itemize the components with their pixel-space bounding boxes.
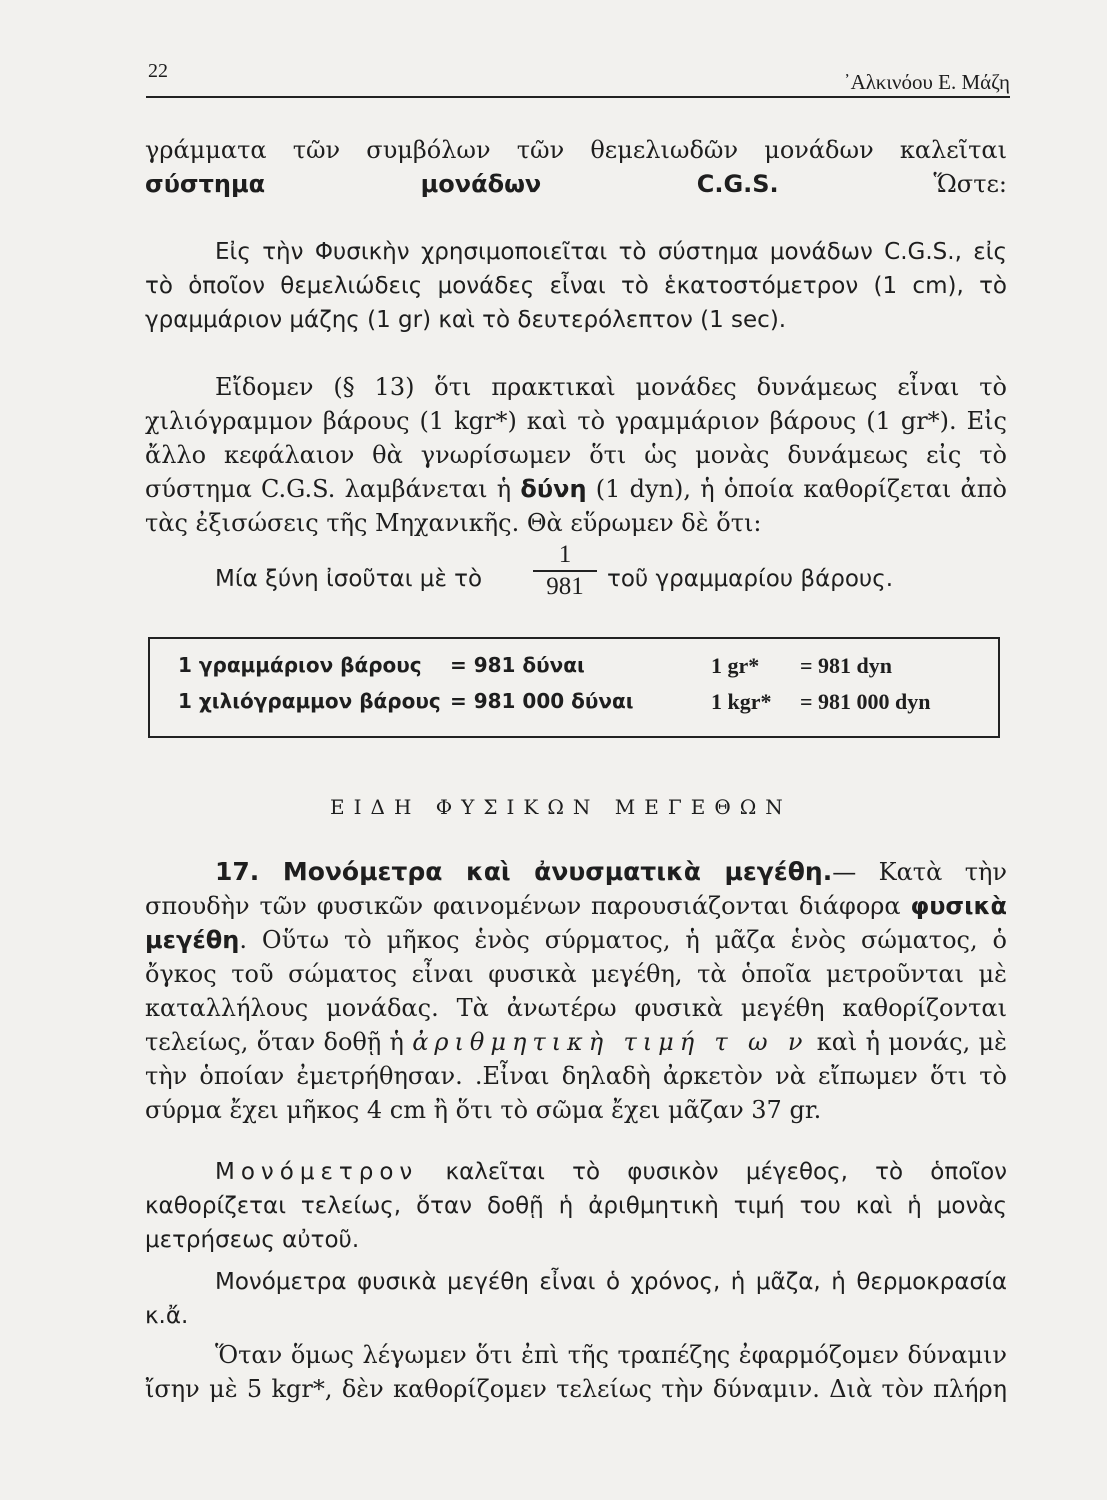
intro-term: σύστημα μονάδων C.G.S. — [145, 170, 779, 198]
section-17-paragraph — [145, 855, 1007, 1127]
cgs-paragraph: Εἰς τὴν Φυσικὴν χρησιμοποιεῖται τὸ σύστημα μονάδων C.G.S., εἰς τὸ ὁποῖον θεμελιώδεις μονάδες εἶναι τὸ ἑκατοστόμετρον (1 cm), τὸ γραμμάριον μάζης (1 gr) καὶ τὸ δευτερόλεπτον (1 sec). — [145, 239, 1007, 333]
formula-tail: τοῦ γραμμαρίου βάρους. — [607, 566, 894, 592]
section-17-heading: 17. Μονόμετρα καὶ ἀνυσματικὰ μεγέθη. — [215, 857, 833, 886]
table-cell: 1 χιλιόγραμμον βάρους — [178, 689, 441, 713]
table-cell: 1 kgr* — [711, 689, 772, 714]
intro-tail: Ὥστε: — [778, 170, 1007, 198]
monometron-paragraph — [145, 1155, 1007, 1257]
section-title: ΕΙΔΗ ΦΥΣΙΚΩΝ ΜΕΓΕΘΩΝ — [330, 795, 792, 819]
intro-text: γράμματα τῶν συμβόλων τῶν θεμελιωδῶν μονάδων καλεῖται — [145, 136, 1007, 164]
fraction-numerator: 1 — [533, 540, 597, 572]
fraction — [533, 540, 597, 602]
force-text: Εἴδομεν (§ 13) ὅτι πρακτικαὶ μονάδες δυνάμεως εἶναι τὸ χιλιόγραμμον βάρους (1 kgr*) καὶ τὸ γραμμάριον βάρους (1 gr*). Εἰς ἄλλο κεφάλαιον θὰ γνωρίσωμεν ὅτι ὡς μονὰς δυνάμεως εἰς τὸ σύστημα C.G.S. λαμβάνεται ἡ — [145, 373, 1007, 503]
monometron-text: καλεῖται τὸ φυσικὸν μέγεθος, τὸ ὁποῖον καθορίζεται τελείως, ὅταν δοθῇ ἡ ἀριθμητικὴ τιμή του καὶ ἡ μονὰς μετρήσεως αὐτοῦ. — [145, 1159, 1007, 1253]
table-cell: 1 gr* — [711, 653, 760, 678]
monometron-term: Μονόμετρον — [215, 1159, 419, 1185]
closing-paragraph: Ὅταν ὅμως λέγωμεν ὅτι ἐπὶ τῆς τραπέζης ἐφαρμόζομεν δύναμιν ἴσην μὲ 5 kgr*, δὲν καθορίζομεν τελείως τὴν δύναμιν. Διὰ τὸν πλήρη — [145, 1341, 1007, 1403]
intro-paragraph — [145, 133, 1007, 201]
force-paragraph — [145, 370, 1007, 540]
examples-paragraph: Μονόμετρα φυσικὰ μεγέθη εἶναι ὁ χρόνος, ἡ μᾶζα, ἡ θερμοκρασία κ.ἄ. — [145, 1269, 1007, 1329]
formula-lead: Μία ξύνη ἰσοῦται μὲ τὸ — [215, 566, 483, 592]
fraction-denominator: 981 — [546, 573, 584, 600]
fraction-formula — [145, 540, 1007, 610]
table-cell: 1 γραμμάριον βάρους — [178, 653, 422, 677]
section-17-text2: . Οὕτω τὸ μῆκος ἑνὸς σύρματος, ἡ μᾶζα ἑνὸς σώματος, ὁ ὄγκος τοῦ σώματος εἶναι φυσικὰ μεγέθη, τὰ ὁποῖα μετροῦνται μὲ καταλλήλους μονάδας. Τὰ ἀνωτέρω φυσικὰ μεγέθη καθορίζονται τελείως, ὅταν δοθῇ ἡ — [145, 926, 1007, 1056]
table-cell: = 981 δύναι — [450, 653, 585, 677]
table-row — [150, 653, 998, 687]
running-author: ᾿Αλκινόου Ε. Μάζη — [843, 70, 1010, 94]
force-term: δύνη — [520, 475, 587, 503]
running-header — [146, 60, 1010, 98]
page-number: 22 — [148, 60, 168, 82]
force-tail: (1 dyn), ἡ ὁποία καθορίζεται ἀπὸ τὰς ἐξισώσεις τῆς Μηχανικῆς. Θὰ εὕρωμεν δὲ ὅτι: — [145, 475, 1007, 537]
table-cell: = 981 000 dyn — [800, 689, 931, 714]
section-17-text1: — Κατὰ τὴν σπουδὴν τῶν φυσικῶν φαινομένων παρουσιάζονται διάφορα — [145, 858, 1007, 920]
section-17-text3: καὶ ἡ μονάς, μὲ τὴν ὁποίαν ἐμετρήθησαν. .Εἶναι δηλαδὴ ἀρκετὸν νὰ εἴπωμεν ὅτι τὸ σύρμα ἔχει μῆκος 4 cm ἢ ὅτι τὸ σῶμα ἔχει μᾶζαν 37 gr. — [145, 1028, 1007, 1124]
section-17-term: φυσικὰ μεγέθη — [145, 892, 1007, 954]
table-cell: = 981 dyn — [800, 653, 893, 678]
section-17-spaced: ἀριθμητικὴ τιμή τ ω ν — [412, 1028, 809, 1056]
table-row — [150, 689, 998, 723]
table-cell: = 981 000 δύναι — [450, 689, 634, 713]
conversion-table — [148, 637, 1000, 738]
